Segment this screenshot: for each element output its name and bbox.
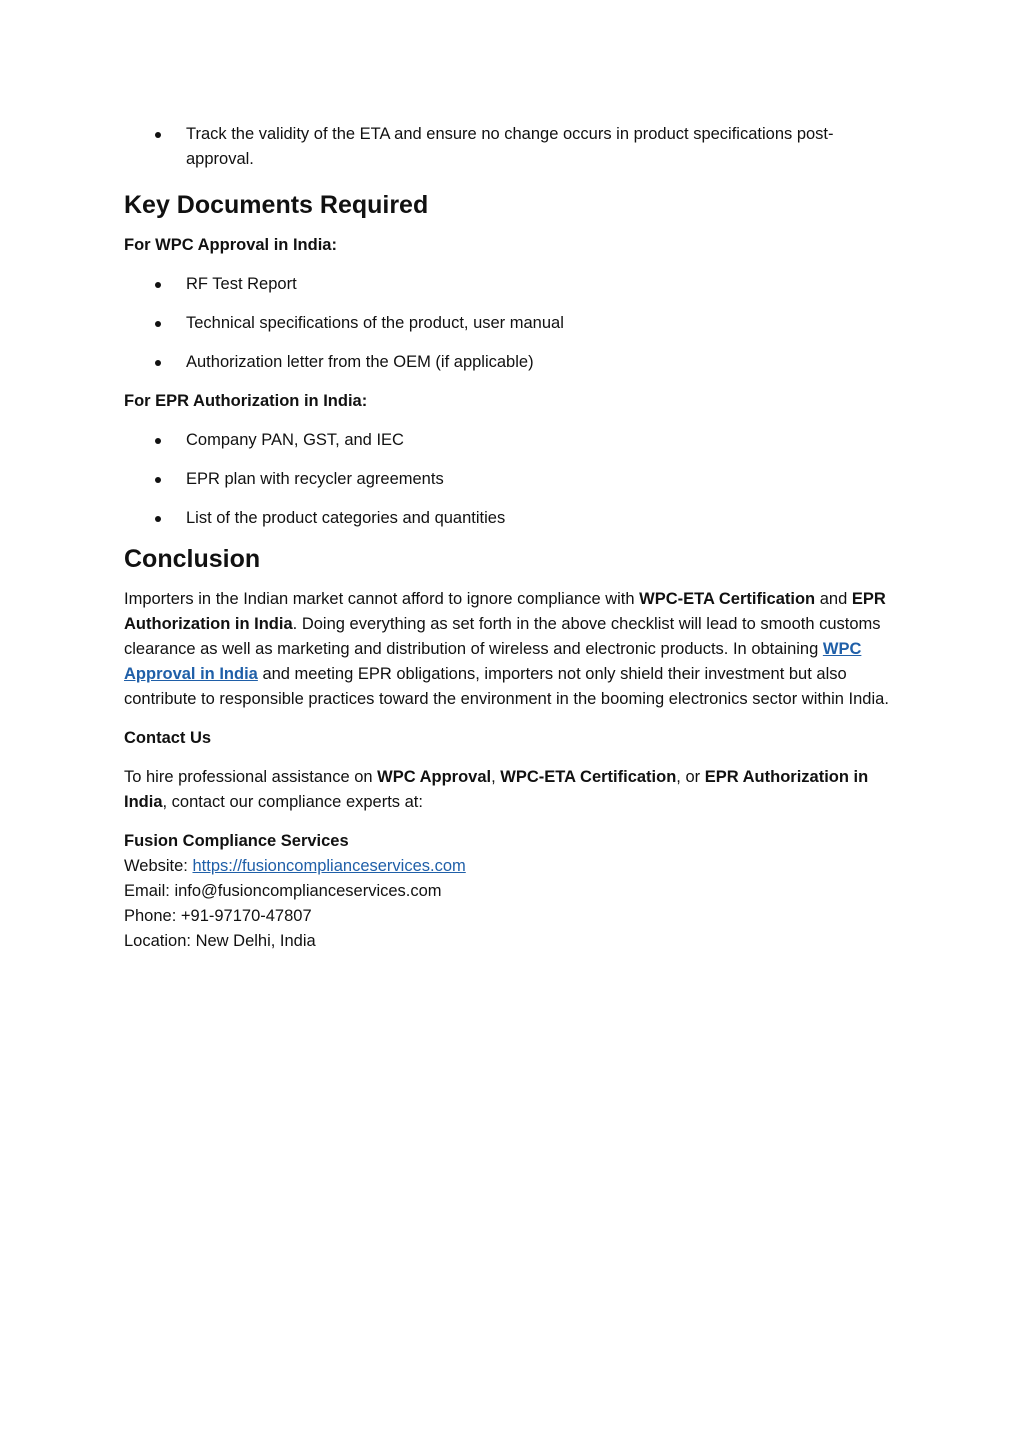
list-item <box>124 311 894 336</box>
website-line <box>124 854 894 879</box>
conclusion-text: and meeting EPR obligations, importers not only shield their investment but also contribute to responsible practices toward the environment in the booming electronics sector within India. <box>124 665 889 708</box>
contact-text: , or <box>676 768 705 786</box>
email-value: info@fusioncomplianceservices.com <box>174 882 442 900</box>
list-item <box>124 506 894 531</box>
epr-subheading: For EPR Authorization in India: <box>124 392 368 410</box>
email-label: Email: <box>124 882 175 900</box>
company-name: Fusion Compliance Services <box>124 832 349 850</box>
contact-bold-text: WPC-ETA Certification <box>500 768 677 786</box>
conclusion-bold-text: EPR Authorization in India <box>124 590 886 633</box>
location-value: New Delhi, India <box>195 932 316 950</box>
conclusion-text: . Doing everything as set forth in the above checklist will lead to smooth customs clearance as well as marketing and distribution of wireless and electronic products. In obtaining <box>124 615 881 658</box>
contact-details <box>124 829 894 954</box>
location-label: Location: <box>124 932 196 950</box>
website-link[interactable]: https://fusioncomplianceservices.com <box>192 857 466 875</box>
contact-text: , <box>491 768 501 786</box>
wpc-approval-link[interactable]: WPC Approval in India <box>124 640 862 683</box>
conclusion-bold-text: WPC-ETA Certification <box>639 590 816 608</box>
contact-paragraph <box>124 765 894 815</box>
conclusion-heading: Conclusion <box>124 545 261 573</box>
contact-bold-text: WPC Approval <box>377 768 492 786</box>
intro-bullet-list <box>124 122 894 172</box>
list-item <box>124 272 894 297</box>
key-documents-heading: Key Documents Required <box>124 191 429 219</box>
contact-heading: Contact Us <box>124 729 212 747</box>
phone-line <box>124 904 894 929</box>
conclusion-paragraph <box>124 587 894 712</box>
email-line <box>124 879 894 904</box>
contact-text: , contact our compliance experts at: <box>162 793 423 811</box>
contact-bold-text: EPR Authorization in India <box>124 768 869 811</box>
phone-value: +91-97170-47807 <box>180 907 312 925</box>
list-item-text: RF Test Report <box>186 275 297 293</box>
wpc-documents-list <box>124 272 894 375</box>
bullet-icon <box>155 360 161 366</box>
list-item <box>124 122 894 172</box>
wpc-subheading: For WPC Approval in India: <box>124 236 337 254</box>
bullet-icon <box>155 477 161 483</box>
bullet-icon <box>155 282 161 288</box>
location-line <box>124 929 894 954</box>
website-label: Website: <box>124 857 193 875</box>
list-item <box>124 467 894 492</box>
list-item-text: Company PAN, GST, and IEC <box>186 431 404 449</box>
document-page <box>124 122 894 954</box>
contact-text: To hire professional assistance on <box>124 768 378 786</box>
conclusion-text: Importers in the Indian market cannot afford to ignore compliance with <box>124 590 640 608</box>
bullet-icon <box>155 321 161 327</box>
bullet-icon <box>155 516 161 522</box>
phone-label: Phone: <box>124 907 181 925</box>
conclusion-text: and <box>815 590 852 608</box>
list-item <box>124 428 894 453</box>
list-item <box>124 350 894 375</box>
list-item-text: Technical specifications of the product, user manual <box>186 314 564 332</box>
list-item-text: EPR plan with recycler agreements <box>186 470 444 488</box>
bullet-icon <box>155 438 161 444</box>
bullet-icon <box>155 132 161 138</box>
list-item-text: Track the validity of the ETA and ensure no change occurs in product specifications post-approval. <box>186 125 834 168</box>
list-item-text: Authorization letter from the OEM (if applicable) <box>186 353 534 371</box>
epr-documents-list <box>124 428 894 531</box>
list-item-text: List of the product categories and quantities <box>186 509 506 527</box>
